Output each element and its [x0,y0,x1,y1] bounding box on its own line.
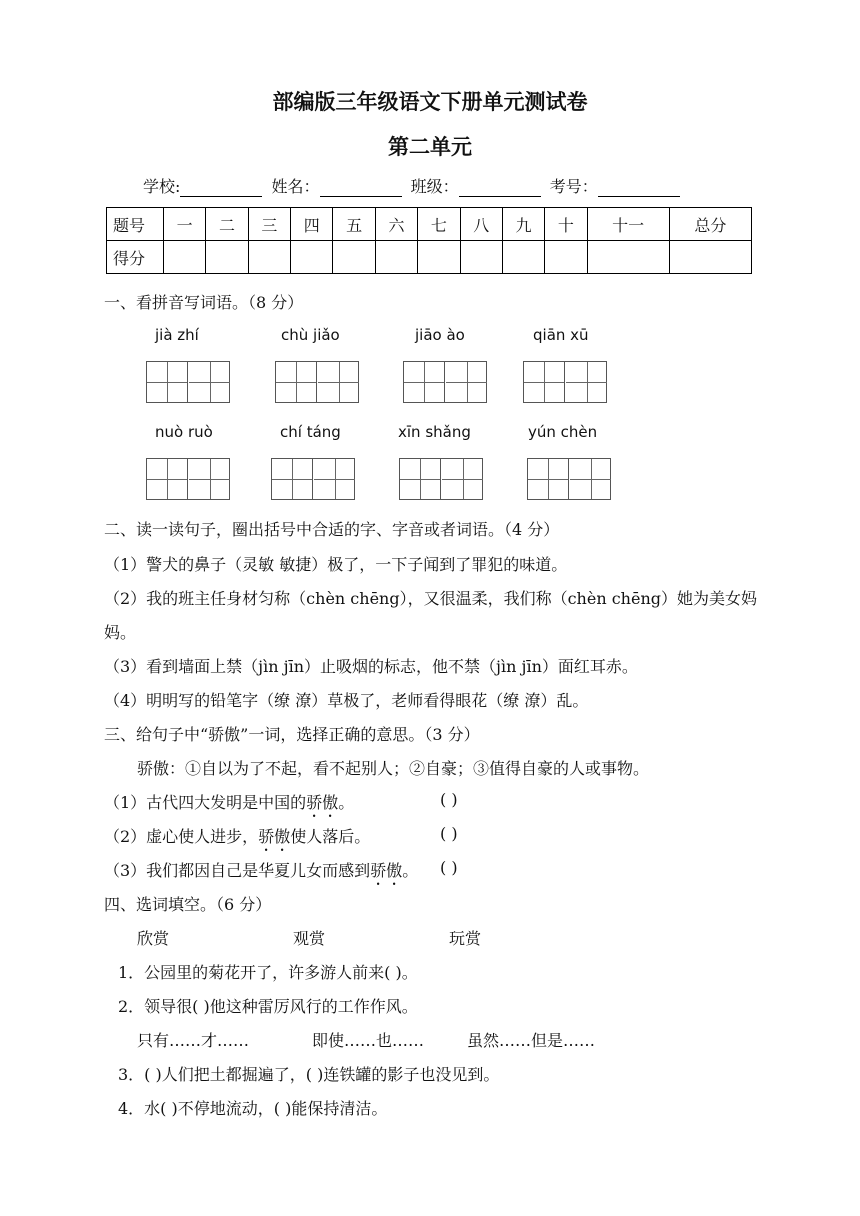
word-option: 欣赏 [137,929,170,948]
q2-sentence: （4）明明写的铅笔字（缭 潦）草极了，老师看得眼花（缭 潦）乱。 [104,691,589,710]
answer-parentheses[interactable]: ( ) [440,858,458,877]
q3-heading: 三、给句子中“骄傲”一词，选择正确的意思。（3 分） [104,725,480,744]
score-header-cell: 十 [545,208,587,241]
score-table-score-row [107,241,752,274]
score-header-cell: 三 [248,208,290,241]
pinyin-label: chù jiǎo [281,326,340,344]
name-label: 姓名： [271,177,320,196]
score-header-cell: 五 [333,208,375,241]
pinyin-label: yún chèn [528,423,598,441]
school-label: 学校: [143,177,181,196]
q4-sentence: 4．水( )不停地流动，( )能保持清洁。 [118,1099,388,1118]
score-cell[interactable] [418,241,460,274]
score-header-cell: 八 [460,208,502,241]
name-blank[interactable] [320,180,402,197]
writing-grid[interactable] [403,361,487,403]
word-option: 虽然……但是…… [467,1031,596,1050]
q4-heading: 四、选词填空。（6 分） [104,895,272,914]
pinyin-label: qiān xū [533,326,589,344]
writing-grid[interactable] [271,458,355,500]
word-option: 即使……也…… [312,1031,425,1050]
score-header-cell: 九 [502,208,544,241]
score-table-header-row [107,208,752,241]
score-cell[interactable] [502,241,544,274]
writing-grid[interactable] [523,361,607,403]
score-cell[interactable] [460,241,502,274]
answer-parentheses[interactable]: ( ) [440,824,458,843]
school-blank[interactable] [180,180,262,197]
class-label: 班级： [410,177,459,196]
exam-number-label: 考号： [549,177,598,196]
q3-sentence: （3）我们都因自己是华夏儿女而感到骄傲。 [104,861,419,880]
unit-title: 第二单元 [388,135,472,159]
score-cell[interactable] [545,241,587,274]
q1-heading: 一、看拼音写词语。（8 分） [104,293,304,312]
exam-number-blank[interactable] [598,180,680,197]
score-header-cell: 七 [418,208,460,241]
q3-sentence: （2）虚心使人进步，骄傲使人落后。 [104,827,371,846]
score-header-cell: 六 [375,208,417,241]
score-cell[interactable] [333,241,375,274]
score-header-cell: 四 [291,208,333,241]
writing-grid[interactable] [146,458,230,500]
pinyin-label: nuò ruò [155,423,213,441]
score-table [106,207,752,274]
q3-definition: 骄傲：①自以为了不起，看不起别人；②自豪；③值得自豪的人或事物。 [137,759,650,778]
pinyin-label: jiāo ào [415,326,465,344]
class-blank[interactable] [459,180,541,197]
q3-sentence: （1）古代四大发明是中国的骄傲。 [104,793,355,812]
q2-sentence: （1）警犬的鼻子（灵敏 敏捷）极了，一下子闻到了罪犯的味道。 [104,555,568,574]
writing-grid[interactable] [399,458,483,500]
q2-sentence: （2）我的班主任身材匀称（chèn chēng），又很温柔，我们称（chèn chēng）她为美女妈 [104,589,757,608]
score-cell[interactable] [375,241,417,274]
score-header-label: 题号 [107,208,164,241]
score-cell[interactable] [164,241,206,274]
word-option: 玩赏 [449,929,482,948]
emphasized-word: 骄傲 [258,827,291,846]
score-header-cell: 二 [206,208,248,241]
page-title: 部编版三年级语文下册单元测试卷 [272,90,588,114]
answer-parentheses[interactable]: ( ) [440,790,458,809]
writing-grid[interactable] [146,361,230,403]
writing-grid[interactable] [527,458,611,500]
pinyin-label: xīn shǎng [398,423,471,441]
score-cell[interactable] [587,241,669,274]
score-header-cell: 一 [164,208,206,241]
score-header-cell: 总分 [669,208,751,241]
score-cell[interactable] [669,241,751,274]
q2-sentence: （3）看到墙面上禁（jìn jīn）止吸烟的标志，他不禁（jìn jīn）面红耳赤。 [104,657,638,676]
score-cell[interactable] [248,241,290,274]
info-fields [143,174,684,197]
q2-heading: 二、读一读句子，圈出括号中合适的字、字音或者词语。（4 分） [104,520,560,539]
pinyin-label: chí táng [280,423,341,441]
word-option: 只有……才…… [137,1031,250,1050]
q4-sentence: 2．领导很( )他这种雷厉风行的工作作风。 [118,997,418,1016]
pinyin-label: jià zhí [155,326,199,344]
score-cell[interactable] [206,241,248,274]
score-header-cell: 十一 [587,208,669,241]
q4-sentence: 1．公园里的菊花开了，许多游人前来( )。 [118,963,418,982]
emphasized-word: 骄傲 [370,861,403,880]
score-cell[interactable] [291,241,333,274]
q4-sentence: 3．( )人们把土都掘遍了，( )连铁罐的影子也没见到。 [118,1065,500,1084]
word-option: 观赏 [293,929,326,948]
q2-sentence-continued: 妈。 [104,623,137,642]
score-row-label: 得分 [107,241,164,274]
emphasized-word: 骄傲 [306,793,339,812]
writing-grid[interactable] [275,361,359,403]
